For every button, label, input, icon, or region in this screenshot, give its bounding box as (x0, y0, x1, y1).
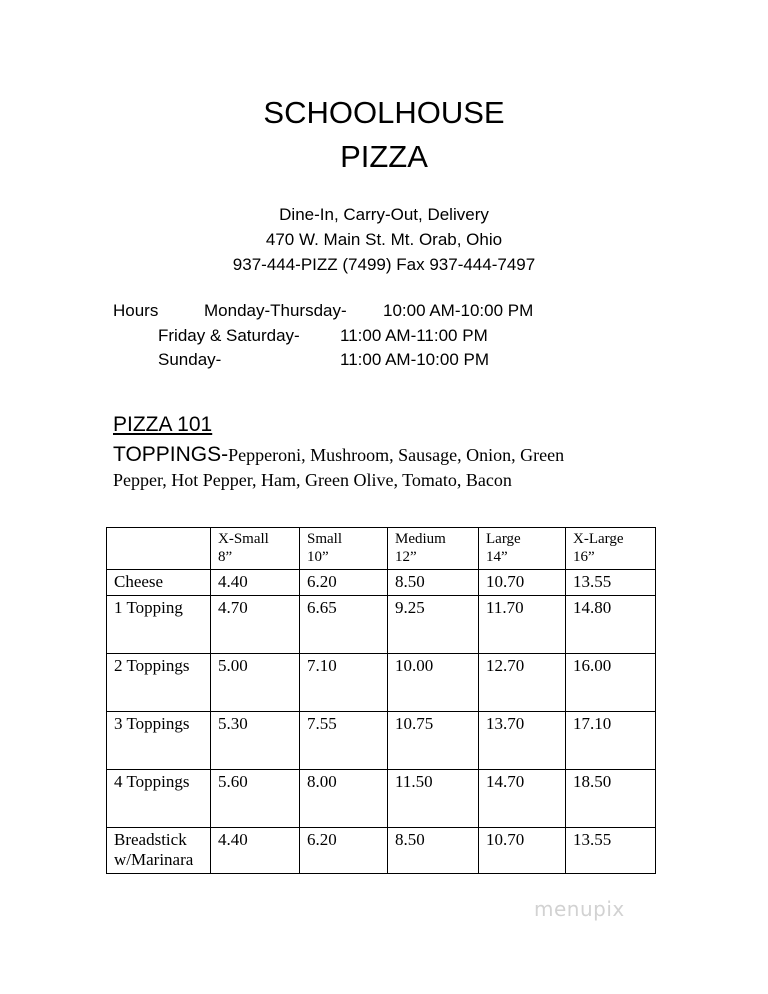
table-row (107, 570, 656, 596)
price-cell: 13.55 (566, 828, 656, 874)
hours-time-sun: 11:00 AM-10:00 PM (340, 350, 489, 369)
header-empty-cell (107, 528, 211, 570)
price-cell: 8.50 (388, 828, 479, 874)
row-label-breadstick: Breadstick w/Marinara (107, 828, 211, 874)
price-cell: 13.70 (479, 712, 566, 770)
hours-time-fri-sat: 11:00 AM-11:00 PM (340, 326, 488, 345)
header-cell-x-small: X-Small 8” (211, 528, 300, 570)
price-cell: 5.60 (211, 770, 300, 828)
price-cell: 5.30 (211, 712, 300, 770)
price-cell: 11.50 (388, 770, 479, 828)
row-label-3-toppings: 3 Toppings (107, 712, 211, 770)
hours-label: Hours (113, 301, 159, 320)
toppings-list-part-1: Pepperoni, Mushroom, Sausage, Onion, Green (228, 445, 565, 465)
price-table (106, 527, 656, 874)
price-cell: 14.80 (566, 596, 656, 654)
hours-day-fri-sat: Friday & Saturday- (158, 326, 300, 345)
price-cell: 8.50 (388, 570, 479, 596)
restaurant-name-line-1: SCHOOLHOUSE (263, 95, 505, 130)
header-cell-x-large: X-Large 16” (566, 528, 656, 570)
price-cell: 4.70 (211, 596, 300, 654)
menupix-watermark: menupix (534, 897, 625, 921)
price-cell: 4.40 (211, 570, 300, 596)
price-cell: 10.70 (479, 570, 566, 596)
price-cell: 11.70 (479, 596, 566, 654)
price-cell: 7.10 (300, 654, 388, 712)
price-cell: 13.55 (566, 570, 656, 596)
price-cell: 6.20 (300, 828, 388, 874)
price-cell: 6.65 (300, 596, 388, 654)
price-cell: 5.00 (211, 654, 300, 712)
address-text: 470 W. Main St. Mt. Orab, Ohio (265, 230, 503, 249)
price-cell: 12.70 (479, 654, 566, 712)
table-row (107, 828, 656, 874)
toppings-list-part-2: Pepper, Hot Pepper, Ham, Green Olive, Tomato, Bacon (113, 470, 512, 490)
row-label-cheese: Cheese (107, 570, 211, 596)
hours-day-sun: Sunday- (158, 350, 222, 369)
row-label-1-topping: 1 Topping (107, 596, 211, 654)
price-cell: 4.40 (211, 828, 300, 874)
price-cell: 14.70 (479, 770, 566, 828)
phone-fax-text: 937-444-PIZZ (7499) Fax 937-444-7497 (232, 255, 536, 274)
table-row (107, 712, 656, 770)
table-row (107, 654, 656, 712)
section-title-pizza-101: PIZZA 101 (113, 413, 213, 436)
row-label-4-toppings: 4 Toppings (107, 770, 211, 828)
restaurant-name-line-2: PIZZA (340, 139, 428, 174)
price-cell: 10.70 (479, 828, 566, 874)
price-cell: 10.00 (388, 654, 479, 712)
hours-time-mon-thu: 10:00 AM-10:00 PM (383, 301, 534, 320)
price-cell: 9.25 (388, 596, 479, 654)
table-row (107, 596, 656, 654)
header-cell-small: Small 10” (300, 528, 388, 570)
services-text: Dine-In, Carry-Out, Delivery (279, 205, 489, 224)
table-row (107, 770, 656, 828)
price-cell: 16.00 (566, 654, 656, 712)
price-cell: 8.00 (300, 770, 388, 828)
toppings-line-1 (113, 443, 564, 467)
table-header-row (107, 528, 656, 570)
row-label-2-toppings: 2 Toppings (107, 654, 211, 712)
price-cell: 7.55 (300, 712, 388, 770)
price-cell: 6.20 (300, 570, 388, 596)
header-cell-medium: Medium 12” (388, 528, 479, 570)
price-cell: 17.10 (566, 712, 656, 770)
price-cell: 10.75 (388, 712, 479, 770)
hours-day-mon-thu: Monday-Thursday- (204, 301, 347, 320)
toppings-label: TOPPINGS- (113, 443, 229, 466)
header-cell-large: Large 14” (479, 528, 566, 570)
price-cell: 18.50 (566, 770, 656, 828)
